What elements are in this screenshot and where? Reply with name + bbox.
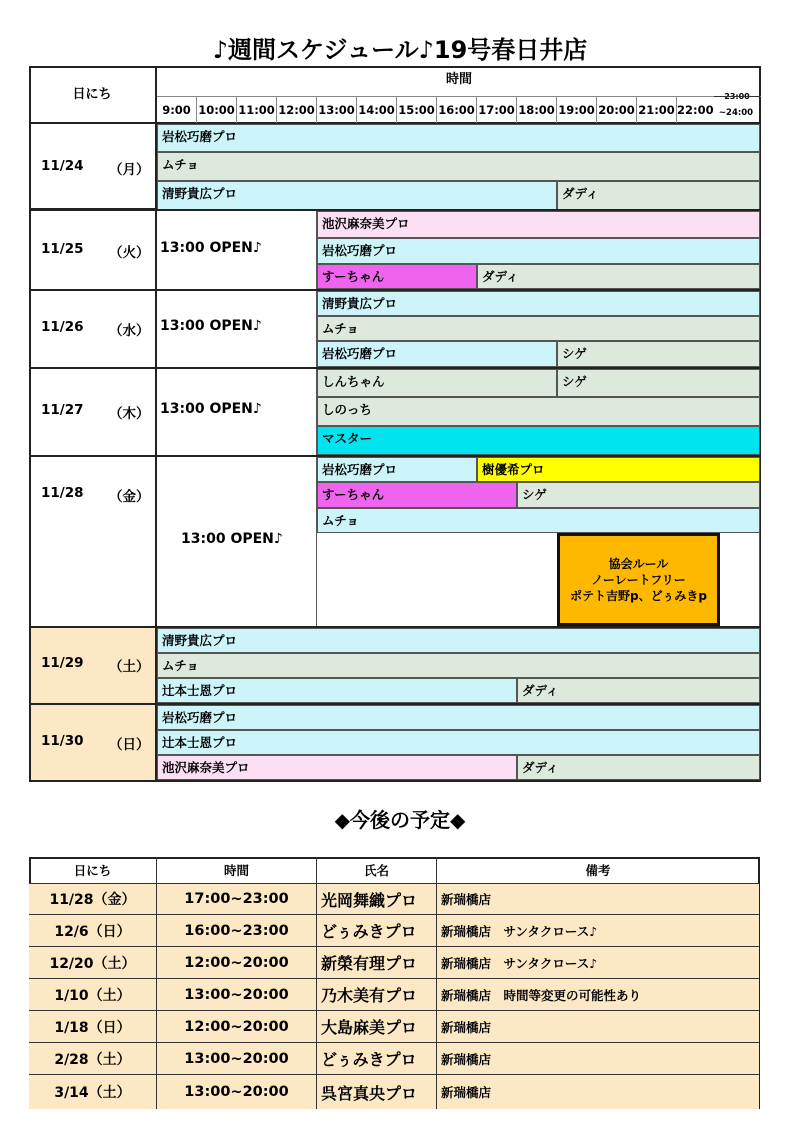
shift-name: すーちゃん — [322, 269, 385, 284]
shift-bar — [317, 397, 760, 426]
shift-bar — [157, 755, 517, 780]
day-cell — [31, 628, 157, 703]
shift-name: 樹優希プロ — [482, 462, 545, 477]
shift-bar — [557, 181, 760, 210]
open-cell — [157, 291, 317, 367]
shift-bar — [157, 730, 760, 755]
hour-label: 15:00 — [397, 97, 437, 123]
upcoming-row — [29, 915, 759, 947]
shift-bar — [157, 628, 760, 653]
shift-bar — [157, 653, 760, 678]
day-of-week: （土） — [109, 659, 150, 675]
day-date: 11/24 — [41, 158, 84, 174]
hour-label: 22:00 — [677, 103, 714, 117]
shift-bar — [317, 238, 760, 264]
row-name: 光岡舞織プロ — [317, 884, 437, 915]
header-note: 備考 — [437, 857, 759, 884]
shift-name: ムチョ — [162, 157, 199, 172]
open-cell — [157, 369, 317, 455]
shift-name: 岩松巧磨プロ — [322, 462, 398, 477]
shift-name: 岩松巧磨プロ — [322, 346, 398, 361]
shift-bar — [157, 152, 760, 181]
shift-name: 清野貴広プロ — [162, 633, 238, 648]
row-time: 13:00~20:00 — [157, 1043, 317, 1075]
shift-name: 辻本士恩プロ — [162, 735, 238, 750]
shift-name: シゲ — [562, 346, 587, 361]
row-name: 乃木美有プロ — [317, 979, 437, 1011]
shift-name: 岩松巧磨プロ — [162, 710, 238, 725]
upcoming-row — [29, 1043, 759, 1075]
row-date: 1/18（日） — [29, 1011, 157, 1043]
shift-name: ダディ — [522, 683, 559, 698]
row-date: 2/28（土） — [29, 1043, 157, 1075]
shift-bar — [517, 755, 760, 780]
end-time-top — [714, 90, 760, 104]
end-time-bottom: ~24:00 — [718, 108, 754, 118]
shift-name: 岩松巧磨プロ — [322, 243, 398, 258]
day-of-week: （金） — [109, 489, 150, 505]
event-line: ポテト吉野p、どぅみきp — [570, 589, 707, 603]
row-time: 12:00~20:00 — [157, 1011, 317, 1043]
shift-bar — [317, 426, 760, 455]
row-time: 12:00~20:00 — [157, 947, 317, 979]
open-label: 13:00 OPEN♪ — [160, 240, 262, 256]
row-date: 12/6（日） — [29, 915, 157, 947]
row-name: 新榮有理プロ — [317, 947, 437, 979]
day-cell — [29, 211, 157, 289]
shift-bar — [157, 124, 760, 152]
shift-name: ムチョ — [322, 513, 359, 528]
shift-bar — [317, 508, 760, 533]
upcoming-row — [29, 884, 759, 915]
shift-bar — [157, 705, 760, 730]
row-time: 17:00~23:00 — [157, 884, 317, 915]
row-time: 16:00~23:00 — [157, 915, 317, 947]
shift-bar — [317, 341, 557, 367]
day-cell — [29, 291, 157, 367]
row-note: 新瑞橋店 サンタクロース♪ — [437, 947, 759, 979]
open-label: 13:00 OPEN♪ — [181, 531, 283, 547]
day-cell — [29, 369, 157, 455]
shift-name: ダディ — [482, 269, 519, 284]
day-of-week: （水） — [109, 323, 150, 339]
shift-bar — [517, 678, 760, 703]
header-name: 氏名 — [317, 857, 437, 884]
shift-bar — [317, 264, 477, 289]
upcoming-row — [29, 1075, 759, 1109]
shift-name: 岩松巧磨プロ — [162, 129, 238, 144]
hour-label: 10:00 — [197, 97, 237, 123]
shift-bar — [317, 369, 557, 397]
shift-bar — [477, 264, 760, 289]
row-name: 呉宮真央プロ — [317, 1075, 437, 1109]
row-name: どぅみきプロ — [317, 1043, 437, 1075]
day-of-week: （木） — [109, 406, 150, 422]
day-cell — [29, 124, 157, 210]
row-date: 3/14（土） — [29, 1075, 157, 1109]
page-title: ♪週間スケジュール♪19号春日井店 — [212, 36, 588, 64]
hour-label: 17:00 — [477, 97, 517, 123]
row-name: どぅみきプロ — [317, 915, 437, 947]
row-note: 新瑞橋店 — [437, 1075, 759, 1109]
row-date: 1/10（土） — [29, 979, 157, 1011]
row-note: 新瑞橋店 — [437, 1011, 759, 1043]
day-cell — [31, 705, 157, 780]
open-cell — [157, 211, 317, 289]
hour-label: 13:00 — [317, 97, 357, 123]
time-column-header: 時間 — [157, 66, 761, 97]
shift-name: シゲ — [522, 487, 547, 502]
day-of-week: （月） — [109, 162, 150, 178]
row-note: 新瑞橋店 時間等変更の可能性あり — [437, 979, 759, 1011]
hour-label: 19:00 — [557, 97, 597, 123]
open-cell — [157, 457, 317, 626]
shift-bar — [157, 181, 557, 210]
upcoming-row — [29, 1011, 759, 1043]
shift-bar — [157, 678, 517, 703]
shift-bar — [517, 482, 760, 508]
hour-label: 9:00 — [157, 97, 197, 123]
shift-name: 池沢麻奈美プロ — [322, 216, 410, 231]
shift-name: すーちゃん — [322, 487, 385, 502]
shift-name: しんちゃん — [322, 374, 385, 389]
row-time: 13:00~20:00 — [157, 979, 317, 1011]
date-column-header: 日にち — [29, 66, 157, 124]
upcoming-row — [29, 979, 759, 1011]
event-line: ノーレートフリー — [591, 573, 686, 587]
day-of-week: （日） — [109, 737, 150, 753]
hour-label: 18:00 — [517, 97, 557, 123]
day-date: 11/30 — [41, 733, 84, 749]
day-date: 11/26 — [41, 319, 84, 335]
shift-bar — [317, 482, 517, 508]
end-time-line — [714, 96, 760, 97]
shift-bar — [317, 211, 760, 238]
hour-label: 14:00 — [357, 97, 397, 123]
shift-bar — [557, 369, 760, 397]
hour-label: 11:00 — [237, 97, 277, 123]
open-label: 13:00 OPEN♪ — [160, 318, 262, 334]
upcoming-title: ◆今後の予定◆ — [334, 808, 466, 832]
shift-name: 池沢麻奈美プロ — [162, 760, 250, 775]
shift-name: ダディ — [562, 186, 599, 201]
row-name: 大島麻美プロ — [317, 1011, 437, 1043]
row-note: 新瑞橋店 サンタクロース♪ — [437, 915, 759, 947]
day-date: 11/28 — [41, 485, 84, 501]
event-box — [557, 533, 720, 626]
shift-bar — [317, 316, 760, 341]
shift-name: ムチョ — [322, 321, 359, 336]
day-cell — [29, 457, 157, 626]
hour-label: 16:00 — [437, 97, 477, 123]
hour-label: 20:00 — [597, 97, 637, 123]
open-label: 13:00 OPEN♪ — [160, 401, 262, 417]
shift-bar — [477, 457, 760, 482]
upcoming-header-row — [29, 857, 759, 884]
shift-name: 清野貴広プロ — [162, 186, 238, 201]
header-time: 時間 — [157, 857, 317, 884]
shift-name: マスター — [322, 431, 373, 446]
shift-name: 清野貴広プロ — [322, 296, 398, 311]
shift-name: ダディ — [522, 760, 559, 775]
day-of-week: （火） — [109, 245, 150, 261]
shift-name: 辻本士恩プロ — [162, 683, 238, 698]
header-date: 日にち — [29, 857, 157, 884]
shift-bar — [557, 341, 760, 367]
row-note: 新瑞橋店 — [437, 884, 759, 915]
row-time: 13:00~20:00 — [157, 1075, 317, 1109]
shift-name: シゲ — [562, 374, 587, 389]
day-date: 11/25 — [41, 241, 84, 257]
shift-name: ムチョ — [162, 658, 199, 673]
shift-bar — [317, 457, 477, 482]
row-date: 12/20（土） — [29, 947, 157, 979]
day-date: 11/29 — [41, 655, 84, 671]
hour-label: 12:00 — [277, 97, 317, 123]
event-line: 協会ルール — [608, 557, 669, 571]
row-date: 11/28（金） — [29, 884, 157, 915]
hour-label: 21:00 — [637, 97, 677, 123]
shift-name: しのっち — [322, 402, 372, 417]
shift-bar — [317, 291, 760, 316]
row-note: 新瑞橋店 — [437, 1043, 759, 1075]
upcoming-row — [29, 947, 759, 979]
day-date: 11/27 — [41, 402, 84, 418]
